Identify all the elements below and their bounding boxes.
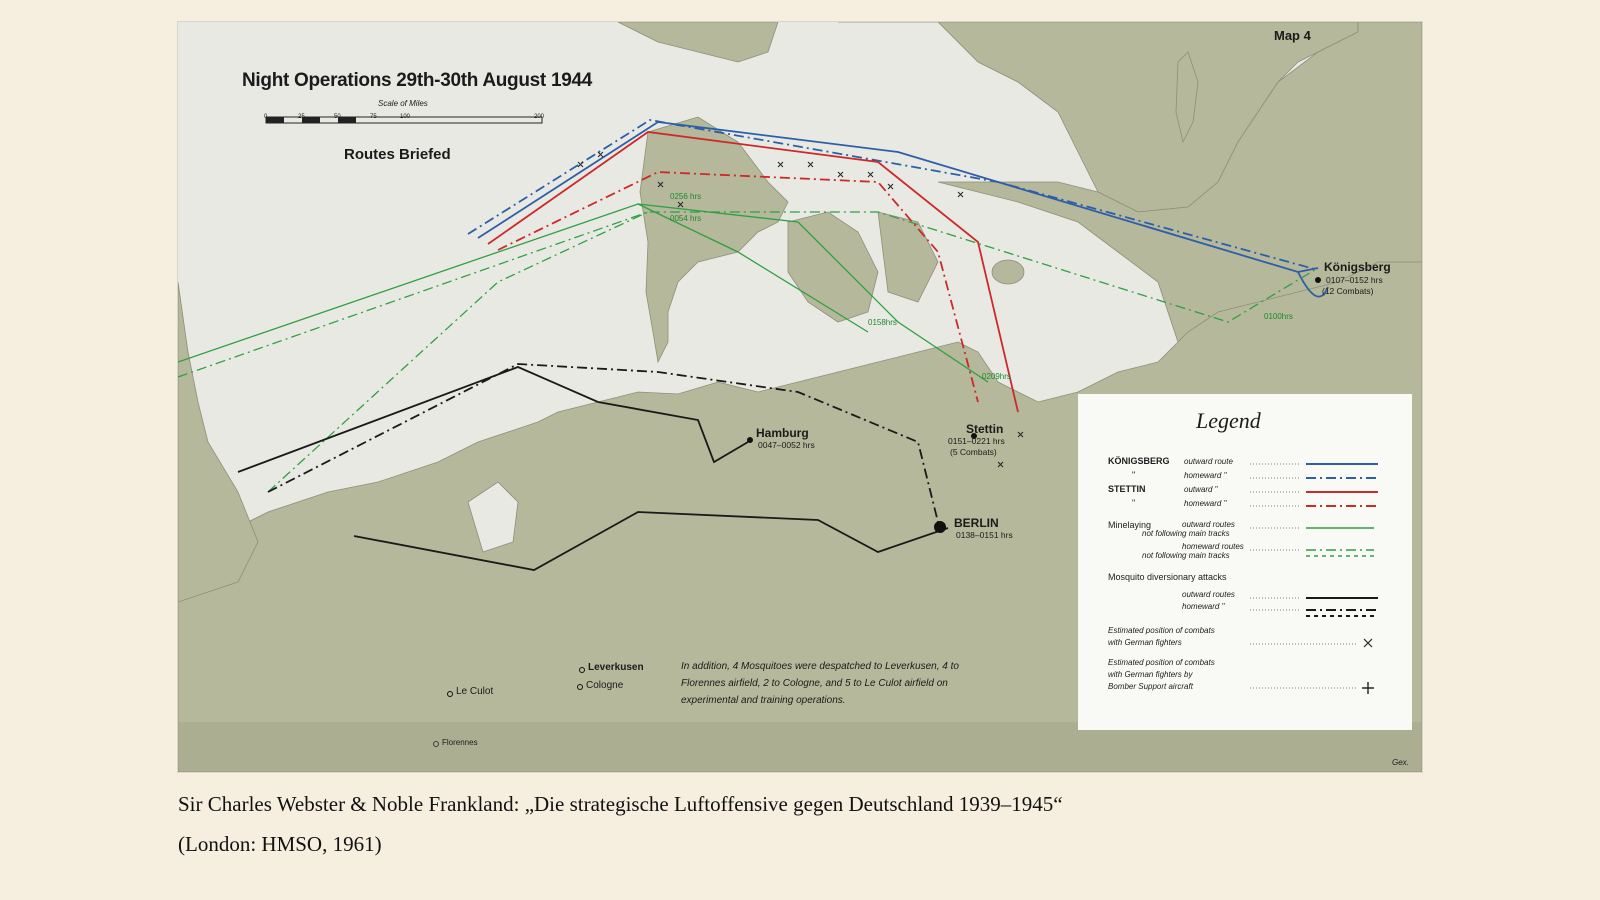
legend-konigsberg: KÖNIGSBERG	[1108, 456, 1170, 466]
map-image	[178, 22, 1422, 772]
minelaying-time-label: 0209hrs	[982, 372, 1011, 381]
legend-mosq-home: homeward "	[1182, 602, 1225, 611]
scale-title: Scale of Miles	[378, 99, 428, 108]
city-leverkusen: Leverkusen	[588, 662, 644, 673]
berlin-time: 0138–0151 hrs	[956, 530, 1013, 540]
hamburg-time: 0047–0052 hrs	[758, 440, 815, 450]
stettin-time: 0151–0221 hrs	[948, 436, 1005, 446]
city-hamburg: Hamburg	[756, 426, 809, 440]
legend-mine-home2: not following main tracks	[1142, 551, 1230, 560]
minelaying-time-label: 0100hrs	[1264, 312, 1293, 321]
city-berlin: BERLIN	[954, 516, 999, 530]
legend-mosquito: Mosquito diversionary attacks	[1108, 572, 1227, 582]
legend-mine-home: homeward routes	[1182, 542, 1244, 551]
legend-symbols	[1078, 394, 1412, 730]
scale-tick: 100	[400, 114, 411, 120]
legend-minelaying: Minelaying	[1108, 520, 1152, 530]
legend-combat1b: with German fighters	[1108, 638, 1182, 647]
scale-tick: 200	[534, 114, 545, 120]
legend-stettin: STETTIN	[1108, 484, 1146, 494]
legend-konigsberg-out: outward route	[1184, 457, 1233, 466]
legend-combat2: Estimated position of combats	[1108, 658, 1215, 667]
konigsberg-time: 0107–0152 hrs	[1326, 275, 1383, 285]
scale-tick: 75	[370, 114, 377, 120]
legend-box	[1078, 394, 1412, 730]
scale-tick: 50	[334, 114, 341, 120]
city-le-culot: Le Culot	[456, 686, 494, 697]
map-number: Map 4	[1274, 28, 1311, 43]
legend-stettin-home: homeward "	[1184, 499, 1227, 508]
caption-publisher: (London: HMSO, 1961)	[178, 832, 382, 856]
legend-stettin-ditto: "	[1132, 498, 1136, 508]
city-cologne: Cologne	[586, 680, 624, 691]
map-signature: Gex.	[1392, 758, 1409, 767]
minelaying-time-label: 0256 hrs	[670, 192, 702, 201]
legend-title: Legend	[1196, 408, 1261, 433]
legend-stettin-out: outward "	[1184, 485, 1218, 494]
map-title: Night Operations 29th-30th August 1944	[242, 70, 593, 91]
legend-konigsberg-ditto: "	[1132, 470, 1136, 480]
legend-combat2b: with German fighters by	[1108, 670, 1193, 679]
legend-mine-out2: not following main tracks	[1142, 529, 1230, 538]
legend-combat1: Estimated position of combats	[1108, 626, 1215, 635]
legend-combat2c: Bomber Support aircraft	[1108, 682, 1193, 691]
city-stettin: Stettin	[966, 422, 1004, 436]
routes-briefed-label: Routes Briefed	[344, 146, 451, 163]
city-konigsberg: Königsberg	[1324, 260, 1391, 274]
scale-tick: 0	[264, 114, 268, 120]
legend-mosq-out: outward routes	[1182, 590, 1235, 599]
caption-citation: Sir Charles Webster & Noble Frankland: „Die strategische Luftoffensive gegen Deutschland 1939–1945“	[178, 792, 1063, 816]
legend-mine-out: outward routes	[1182, 520, 1235, 529]
konigsberg-combats: (12 Combats)	[1322, 286, 1374, 296]
minelaying-time-label: 0158hrs	[868, 318, 897, 327]
scale-tick: 25	[298, 114, 305, 120]
map-note: In addition, 4 Mosquitoes were despatched to Leverkusen, 4 to Florennes airfield, 2 to Cologne, and 5 to Le Culot airfield on experimental and training operations.	[681, 661, 959, 706]
stettin-combats: (5 Combats)	[950, 447, 997, 457]
legend-konigsberg-home: homeward "	[1184, 471, 1227, 480]
minelaying-time-label: 0054 hrs	[670, 214, 702, 223]
city-florennes: Florennes	[442, 738, 478, 747]
